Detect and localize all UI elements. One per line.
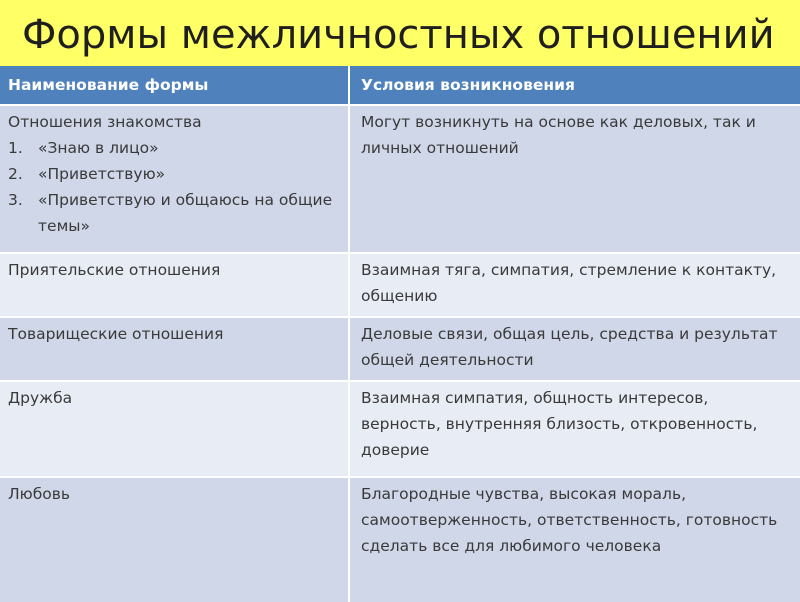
form-name: Приятельские отношения — [8, 261, 221, 279]
form-cell — [0, 478, 350, 602]
header-conditions: Условия возникновения — [350, 66, 800, 106]
condition-cell — [350, 478, 800, 602]
list-item: «Знаю в лицо» — [38, 139, 159, 157]
acquaintance-levels-list — [8, 135, 340, 239]
condition-text: Благородные чувства, высокая мораль, самоотверженность, ответственность, готовность сделать все для любимого человека — [361, 485, 778, 555]
header-form-name: Наименование формы — [0, 66, 350, 106]
slide-title: Формы межличностных отношений — [22, 12, 775, 58]
condition-text: Деловые связи, общая цель, средства и результат общей деятельности — [361, 325, 778, 369]
table-header-row — [0, 66, 800, 106]
table-row — [0, 106, 800, 254]
condition-text: Взаимная симпатия, общность интересов, верность, внутренняя близость, откровенность, доверие — [361, 389, 758, 459]
table-row — [0, 478, 800, 602]
table-row — [0, 318, 800, 382]
form-name: Любовь — [8, 485, 71, 503]
list-item: «Приветствую и общаюсь на общие темы» — [38, 191, 333, 235]
condition-cell — [350, 318, 800, 382]
condition-cell — [350, 382, 800, 478]
form-cell — [0, 106, 350, 254]
form-cell — [0, 382, 350, 478]
condition-text: Взаимная тяга, симпатия, стремление к контакту, общению — [361, 261, 777, 305]
form-name: Дружба — [8, 389, 73, 407]
forms-table — [0, 66, 800, 602]
form-cell — [0, 318, 350, 382]
table-row — [0, 382, 800, 478]
condition-text: Могут возникнуть на основе как деловых, так и личных отношений — [361, 113, 756, 157]
form-cell — [0, 254, 350, 318]
condition-cell — [350, 106, 800, 254]
condition-cell — [350, 254, 800, 318]
form-name: Товарищеские отношения — [8, 325, 224, 343]
list-item: «Приветствую» — [38, 165, 166, 183]
table-row — [0, 254, 800, 318]
form-name: Отношения знакомства — [8, 113, 202, 131]
